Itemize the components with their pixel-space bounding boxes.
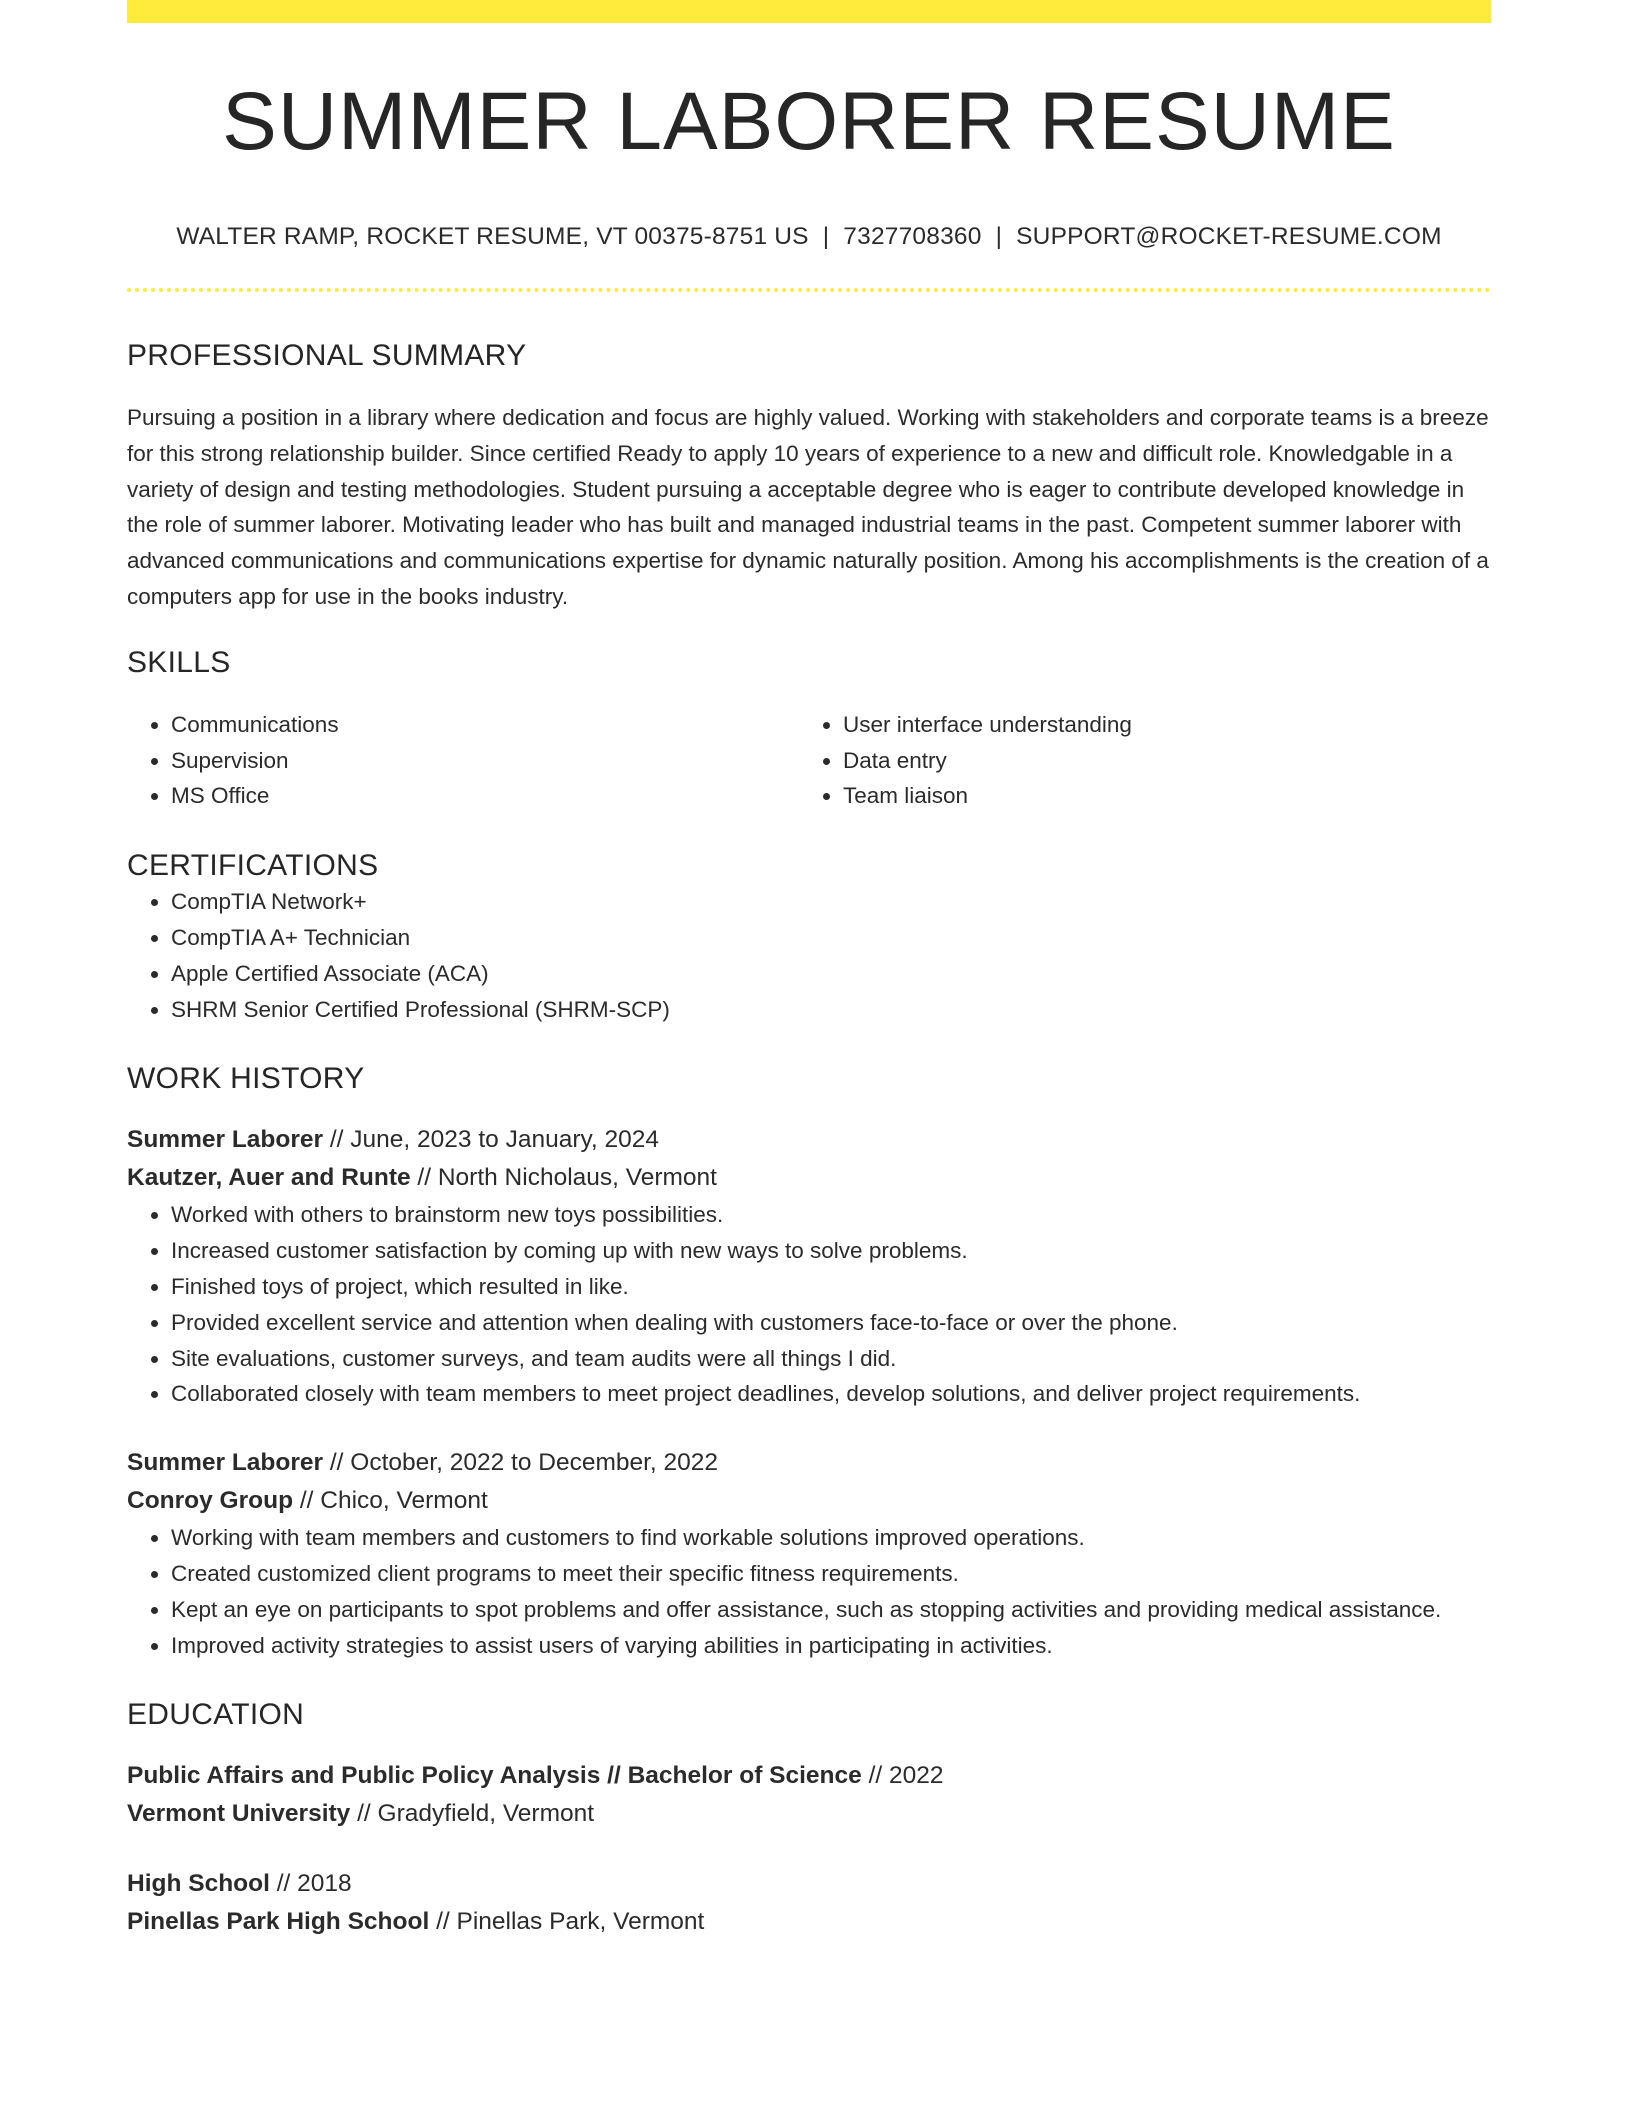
resume-page <box>127 0 1491 1941</box>
job-company: Kautzer, Auer and Runte <box>127 1164 411 1192</box>
skill-item: • Data entry <box>843 743 1491 779</box>
job-bullet: • Created customized client programs to meet their specific fitness requirements. <box>171 1556 1491 1592</box>
job-bullet: • Site evaluations, customer surveys, and team audits were all things I did. <box>171 1341 1491 1377</box>
contact-line <box>127 223 1491 251</box>
job-header <box>127 1121 1491 1197</box>
job-location: // North Nicholaus, Vermont <box>410 1164 717 1192</box>
job-bullet: • Provided excellent service and attention when dealing with customers face-to-face or over the phone. <box>171 1305 1491 1341</box>
education-school-line <box>127 1903 1491 1941</box>
job-bullet: • Kept an eye on participants to spot problems and offer assistance, such as stopping activities and providing medical assistance. <box>171 1592 1491 1628</box>
job-company-line <box>127 1482 1491 1520</box>
job-bullet: • Collaborated closely with team members to meet project deadlines, develop solutions, and deliver project requirements. <box>171 1376 1491 1412</box>
job-company: Conroy Group <box>127 1487 294 1515</box>
education-school: Vermont University <box>127 1800 351 1828</box>
contact-address: WALTER RAMP, ROCKET RESUME, VT 00375-8751 US <box>176 223 809 250</box>
work-history-heading: WORK HISTORY <box>127 1062 365 1096</box>
education-degree: Public Affairs and Public Policy Analysis // Bachelor of Science <box>127 1762 862 1790</box>
skills-heading: SKILLS <box>127 645 231 679</box>
contact-separator: | <box>822 223 830 250</box>
certifications-heading: CERTIFICATIONS <box>127 849 379 883</box>
job-company-line <box>127 1159 1491 1197</box>
education-year: // 2022 <box>861 1762 944 1790</box>
job-bullet: • Increased customer satisfaction by coming up with new ways to solve problems. <box>171 1233 1491 1269</box>
dotted-divider <box>127 288 1491 292</box>
education-location: // Pinellas Park, Vermont <box>429 1908 705 1936</box>
education-entry <box>127 1865 1491 1941</box>
skill-item: • Supervision <box>171 743 799 779</box>
job-bullets <box>127 1197 1491 1412</box>
education-school: Pinellas Park High School <box>127 1908 430 1936</box>
summary-text: Pursuing a position in a library where dedication and focus are highly valued. Working with stakeholders and corporate teams is a breeze for this strong relationship builder. Since certified Ready to apply 10 years of experience to a new and difficult role. Knowledgable in a variety of design and testing methodologies. Student pursuing a acceptable degree who is eager to contribute developed knowledge in the role of summer laborer. Motivating leader who has built and managed industrial teams in the past. Competent summer laborer with advanced communications and communications expertise for dynamic naturally position. Among his accomplishments is the creation of a computers app for use in the books industry. <box>127 405 1489 609</box>
contact-phone: 7327708360 <box>843 223 982 250</box>
education-location: // Gradyfield, Vermont <box>350 1800 595 1828</box>
summary-heading: PROFESSIONAL SUMMARY <box>127 339 527 372</box>
certification-item: • Apple Certified Associate (ACA) <box>171 956 1491 992</box>
skill-item: • User interface understanding <box>843 707 1491 743</box>
job-header <box>127 1444 1491 1520</box>
job-bullet: • Worked with others to brainstorm new toys possibilities. <box>171 1197 1491 1233</box>
skill-item: • Communications <box>171 707 799 743</box>
job-title: Summer Laborer <box>127 1449 324 1477</box>
education-school-line <box>127 1795 1491 1833</box>
job-title-line <box>127 1121 1491 1159</box>
skill-item: • MS Office <box>171 778 799 814</box>
education-degree-line <box>127 1757 1491 1795</box>
contact-separator: | <box>995 223 1003 250</box>
education-degree: High School <box>127 1870 270 1898</box>
accent-top-bar <box>127 0 1491 23</box>
job-bullet: • Working with team members and customers to find workable solutions improved operations. <box>171 1520 1491 1556</box>
job-location: // Chico, Vermont <box>293 1487 488 1515</box>
job-bullets <box>127 1520 1491 1663</box>
job-title: Summer Laborer <box>127 1126 324 1154</box>
education-heading: EDUCATION <box>127 1698 305 1732</box>
contact-email: SUPPORT@ROCKET-RESUME.COM <box>1016 223 1442 250</box>
certification-item: • CompTIA Network+ <box>171 884 1491 920</box>
certification-item: • CompTIA A+ Technician <box>171 920 1491 956</box>
job-title-line <box>127 1444 1491 1482</box>
skills-grid <box>127 707 1491 814</box>
job-bullet: • Finished toys of project, which resulted in like. <box>171 1269 1491 1305</box>
education-entry <box>127 1757 1491 1833</box>
certifications-list <box>127 884 1491 1027</box>
job-dates: // June, 2023 to January, 2024 <box>323 1126 660 1154</box>
certification-item: • SHRM Senior Certified Professional (SHRM-SCP) <box>171 992 1491 1028</box>
job-bullet: • Improved activity strategies to assist users of varying abilities in participating in activities. <box>171 1628 1491 1664</box>
skills-left-list <box>127 707 799 814</box>
skill-item: • Team liaison <box>843 778 1491 814</box>
job-dates: // October, 2022 to December, 2022 <box>323 1449 719 1477</box>
education-degree-line <box>127 1865 1491 1903</box>
resume-title: SUMMER LABORER RESUME <box>222 76 1396 167</box>
education-year: // 2018 <box>269 1870 352 1898</box>
skills-right-list <box>799 707 1491 814</box>
